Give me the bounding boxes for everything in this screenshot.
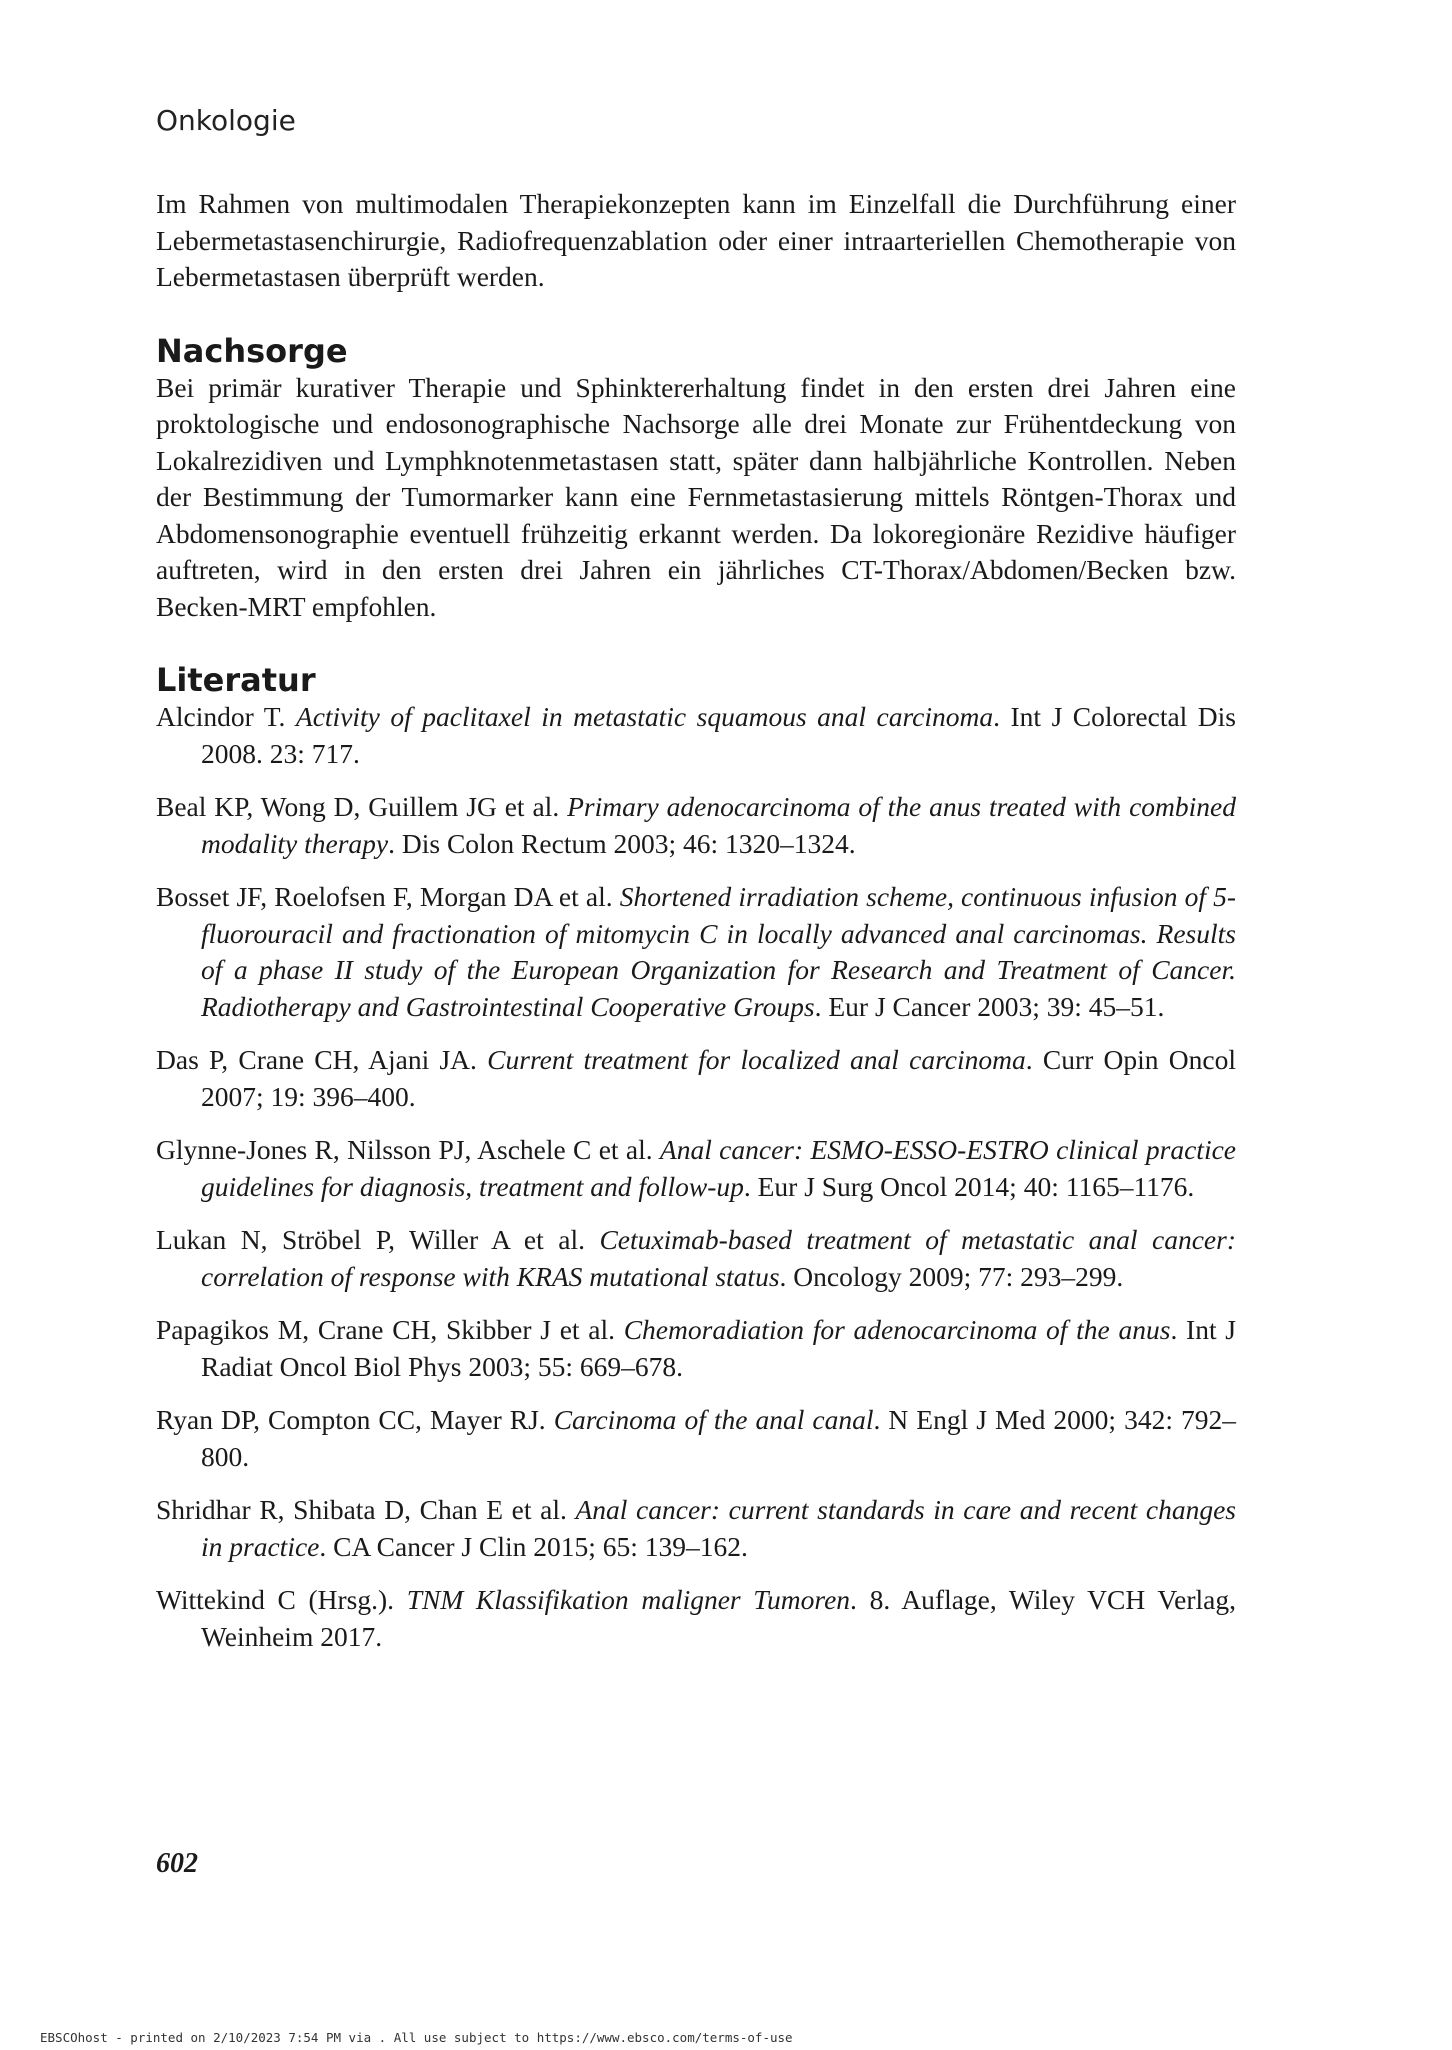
reference-item xyxy=(156,1222,1236,1295)
reference-item xyxy=(156,1582,1236,1655)
reference-source: . Dis Colon Rectum 2003; 46: 1320–1324. xyxy=(388,827,856,859)
reference-item xyxy=(156,699,1236,772)
page-number: 602 xyxy=(156,1848,198,1879)
reference-title: Anal cancer: ESMO-ESSO-ESTRO clinical practice guidelines for diagnosis, treatment and follow-up xyxy=(201,1134,1236,1202)
reference-source: . Curr Opin Oncol 2007; 19: 396–400. xyxy=(201,1044,1236,1112)
reference-title: Chemoradiation for adenocarcinoma of the anus xyxy=(623,1314,1171,1345)
reference-list xyxy=(156,699,1236,1655)
page-content xyxy=(156,186,1236,1672)
reference-authors: Lukan N, Ströbel P, Willer A et al. xyxy=(156,1224,585,1255)
reference-source: . Eur J Cancer 2003; 39: 45–51. xyxy=(814,990,1165,1022)
reference-authors: Das P, Crane CH, Ajani JA. xyxy=(156,1044,477,1075)
reference-authors: Glynne-Jones R, Nilsson PJ, Aschele C et al. xyxy=(156,1134,653,1165)
reference-title: Anal cancer: current standards in care and recent changes in practice xyxy=(201,1494,1237,1562)
reference-item xyxy=(156,1312,1236,1385)
reference-title: Current treatment for localized anal carcinoma xyxy=(487,1044,1026,1075)
reference-item xyxy=(156,1492,1236,1565)
reference-item xyxy=(156,789,1236,862)
reference-item xyxy=(156,1042,1236,1115)
reference-source: . N Engl J Med 2000; 342: 792–800. xyxy=(201,1404,1236,1472)
reference-authors: Alcindor T. xyxy=(156,701,286,732)
reference-authors: Bosset JF, Roelofsen F, Morgan DA et al. xyxy=(156,881,613,912)
reference-source: . CA Cancer J Clin 2015; 65: 139–162. xyxy=(319,1530,748,1562)
reference-source: . 8. Auflage, Wiley VCH Verlag, Weinheim 2017. xyxy=(201,1584,1236,1652)
reference-title: TNM Klassifikation maligner Tumoren xyxy=(406,1584,851,1615)
reference-item xyxy=(156,1132,1236,1205)
reference-authors: Beal KP, Wong D, Guillem JG et al. xyxy=(156,791,560,822)
reference-authors: Wittekind C (Hrsg.). xyxy=(156,1584,395,1615)
intro-paragraph: Im Rahmen von multimodalen Therapiekonzepten kann im Einzelfall die Durchführung einer Lebermetastasenchirurgie, Radiofrequenzablation oder einer intraarteriellen Chemotherapie von Lebermetastasen überprüft werden. xyxy=(156,188,1236,292)
reference-authors: Papagikos M, Crane CH, Skibber J et al. xyxy=(156,1314,615,1345)
reference-title: Primary adenocarcinoma of the anus treated with combined modality therapy xyxy=(201,791,1236,859)
reference-source: . Oncology 2009; 77: 293–299. xyxy=(779,1260,1124,1292)
reference-item xyxy=(156,879,1236,1025)
reference-authors: Ryan DP, Compton CC, Mayer RJ. xyxy=(156,1404,546,1435)
reference-title: Carcinoma of the anal canal xyxy=(553,1404,874,1435)
reference-source: . Int J Radiat Oncol Biol Phys 2003; 55: 669–678. xyxy=(201,1314,1237,1382)
footer-notice: EBSCOhost - printed on 2/10/2023 7:54 PM via . All use subject to https://www.ebsco.com/terms-of-use xyxy=(40,2030,793,2045)
reference-item xyxy=(156,1402,1236,1475)
reference-title: Shortened irradiation scheme, continuous infusion of 5-fluorouracil and fractionation of mitomycin C in locally advanced anal carcinomas. Results of a phase II study of the European Organization for Research and Treatment of Cancer. Radiotherapy and Gastrointestinal Cooperative Groups xyxy=(201,881,1236,1022)
reference-title: Cetuximab-based treatment of metastatic anal cancer: correlation of response with KRAS mutational status xyxy=(201,1224,1236,1292)
reference-authors: Shridhar R, Shibata D, Chan E et al. xyxy=(156,1494,567,1525)
nachsorge-paragraph: Bei primär kurativer Therapie und Sphinktererhaltung findet in den ersten drei Jahren eine proktologische und endosonographische Nachsorge alle drei Monate zur Frühentdeckung von Lokalrezidiven und Lymphknotenmetastasen statt, später dann halbjährliche Kontrollen. Neben der Bestimmung der Tumormarker kann eine Fernmetastasierung mittels Röntgen-Thorax und Abdomensonographie eventuell frühzeitig erkannt werden. Da lokoregionäre Rezidive häufiger auftreten, wird in den ersten drei Jahren ein jährliches CT-Thorax/Abdomen/Becken bzw. Becken-MRT empfohlen. xyxy=(156,371,1236,622)
running-head: Onkologie xyxy=(156,104,296,137)
section-heading-literatur: Literatur xyxy=(156,661,316,699)
reference-source: . Int J Colorectal Dis 2008. 23: 717. xyxy=(201,701,1237,769)
reference-source: . Eur J Surg Oncol 2014; 40: 1165–1176. xyxy=(743,1170,1195,1202)
section-heading-nachsorge: Nachsorge xyxy=(156,331,348,370)
reference-title: Activity of paclitaxel in metastatic squamous anal carcinoma xyxy=(295,701,994,732)
